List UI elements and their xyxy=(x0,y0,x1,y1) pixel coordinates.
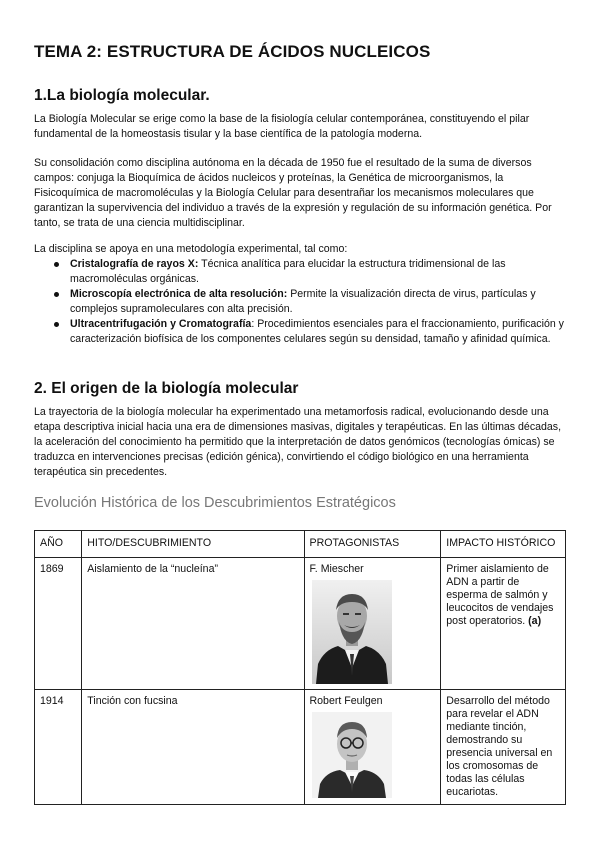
impact-cell xyxy=(441,690,566,805)
protagonist-cell xyxy=(304,558,441,690)
milestone-cell: Tinción con fucsina xyxy=(82,690,304,805)
bullet-icon xyxy=(54,322,59,327)
milestone-cell: Aislamiento de la “nucleína” xyxy=(82,558,304,690)
table-subtitle: Evolución Histórica de los Descubrimientos Estratégicos xyxy=(34,495,396,511)
impact-cell xyxy=(441,558,566,690)
table-row xyxy=(35,690,566,805)
table-header-row xyxy=(35,531,566,558)
method-description: : Procedimientos esenciales para el fraccionamiento, purificación y caracterización biofísica de los componentes celulares según su densidad, tamaño y afinidad química. xyxy=(70,318,564,345)
section-1-paragraph-2: Su consolidación como disciplina autónoma en la década de 1950 fue el resultado de la suma de diversos campos: conjuga la Bioquímica de ácidos nucleicos y proteínas, la Genética de microorganismos, la Fisicoquímica de macromoléculas y la Biología Celular para desentrañar los mecanismos moleculares que garantizan la supervivencia del individuo a través de la expresión y regulación de su información genética. Por tanto, se trata de una ciencia multidisciplinar. xyxy=(34,157,552,229)
methods-list xyxy=(34,257,566,347)
table-row xyxy=(35,558,566,690)
section-2-heading: 2. El origen de la biología molecular xyxy=(34,380,299,397)
section-1-heading: 1.La biología molecular. xyxy=(34,87,210,104)
list-item xyxy=(34,317,566,347)
method-description: Técnica analítica para elucidar la estructura tridimensional de las macromoléculas orgánicas. xyxy=(70,258,506,285)
column-header-protagonists: PROTAGONISTAS xyxy=(304,531,441,558)
document-title: TEMA 2: ESTRUCTURA DE ÁCIDOS NUCLEICOS xyxy=(34,42,431,61)
list-item xyxy=(34,257,566,287)
method-term: Cristalografía de rayos X: xyxy=(70,258,199,270)
year-cell: 1869 xyxy=(35,558,82,690)
method-term: Microscopía electrónica de alta resolución: xyxy=(70,288,288,300)
protagonist-name: Robert Feulgen xyxy=(309,695,383,707)
column-header-year: AÑO xyxy=(35,531,82,558)
method-description: Permite la visualización directa de virus, partículas y complejos supramoleculares con alta precisión. xyxy=(70,288,536,315)
impact-reference: (a) xyxy=(528,615,542,627)
bullet-icon xyxy=(54,292,59,297)
bullet-icon xyxy=(54,262,59,267)
section-2-paragraph-1: La trayectoria de la biología molecular ha experimentado una metamorfosis radical, evolucionando desde una etapa descriptiva inicial hacia una era de dimensiones masivas, digitales y terapéuticas. En las últimas décadas, la aceleración del conocimiento ha permitido que la interpretación de datos genómicos (tecnologías ómicas) se traduzca en intervenciones precisas (edición génica), convirtiendo el código biológico en una herramienta terapéutica sin precedentes. xyxy=(34,406,562,478)
method-term: Ultracentrifugación y Cromatografía xyxy=(70,318,252,330)
impact-text: Desarrollo del método para revelar el ADN mediante tinción, demostrando su presencia universal en los cromosomas de todas las células eucariotas. xyxy=(446,695,553,798)
column-header-milestone: HITO/DESCUBRIMIENTO xyxy=(82,531,304,558)
column-header-impact: IMPACTO HISTÓRICO xyxy=(441,531,566,558)
portrait-miescher xyxy=(312,580,392,684)
portrait-feulgen xyxy=(312,712,392,798)
section-1-paragraph-1: La Biología Molecular se erige como la base de la fisiología celular contemporánea, constituyendo el pilar fundamental de la homeostasis tisular y la base científica de la patología moderna. xyxy=(34,113,530,140)
discoveries-table xyxy=(34,530,566,805)
list-item xyxy=(34,287,566,317)
year-cell: 1914 xyxy=(35,690,82,805)
protagonist-name: F. Miescher xyxy=(309,563,364,575)
impact-text: Primer aislamiento de ADN a partir de esperma de salmón y leucocitos de vendajes post operatorios. xyxy=(446,563,554,627)
section-1-paragraph-3: La disciplina se apoya en una metodología experimental, tal como: xyxy=(34,243,348,255)
protagonist-cell xyxy=(304,690,441,805)
